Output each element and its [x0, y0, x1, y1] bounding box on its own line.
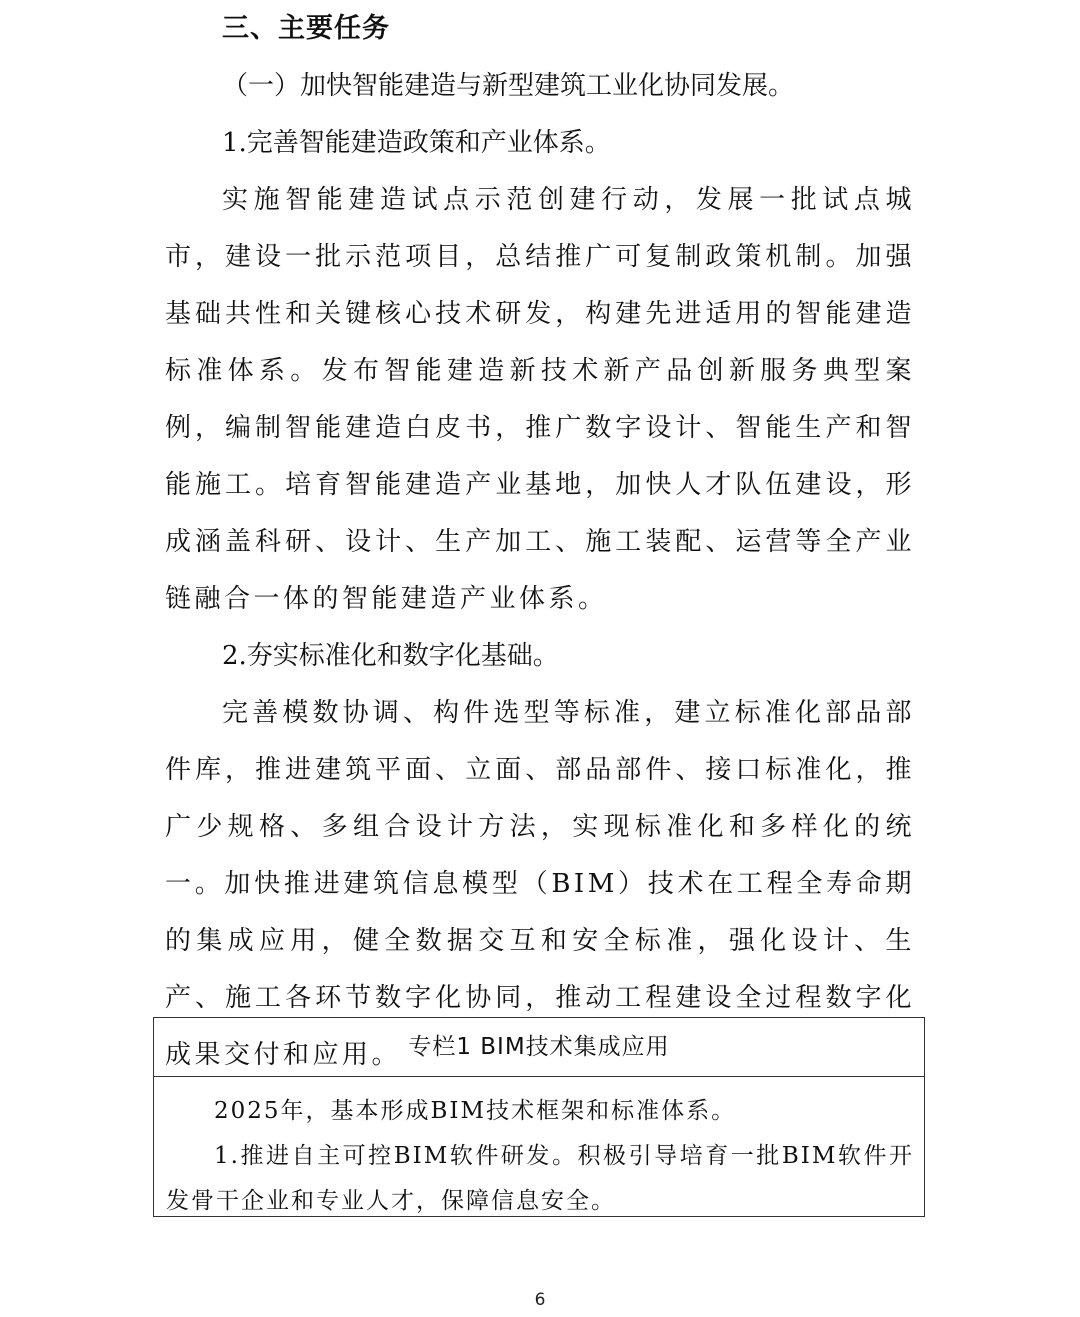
column-box-line: 1.推进自主可控BIM软件研发。积极引导培育一批BIM软件开发骨干企业和专业人才，保障信息安全。 [166, 1143, 914, 1214]
column-box [153, 1017, 925, 1217]
item1-heading: 1.完善智能建造政策和产业体系。 [222, 128, 611, 158]
item1-body: 实施智能建造试点示范创建行动，发展一批试点城市，建设一批示范项目，总结推广可复制政策机制。加强基础共性和关键核心技术研发，构建先进适用的智能建造标准体系。发布智能建造新技术新产品创新服务典型案例，编制智能建造白皮书，推广数字设计、智能生产和智能施工。培育智能建造产业基地，加快人才队伍建设，形成涵盖科研、设计、生产加工、施工装配、运营等全产业链融合一体的智能建造产业体系。 [165, 185, 915, 614]
column-box-title: 专栏1 BIM技术集成应用 [154, 1018, 924, 1077]
document-content [165, 0, 915, 1084]
item2-body: 完善模数协调、构件选型等标准，建立标准化部品部件库，推进建筑平面、立面、部品部件、接口标准化，推广少规格、多组合设计方法，实现标准化和多样化的统一。加快推进建筑信息模型（BIM）技术在工程全寿命期的集成应用，健全数据交互和安全标准，强化设计、生产、施工各环节数字化协同，推动工程建设全过程数字化成果交付和应用。 [165, 698, 915, 1070]
column-box-body [154, 1077, 924, 1224]
subsection-heading: （一）加快智能建造与新型建筑工业化协同发展。 [222, 71, 795, 101]
section-heading: 三、主要任务 [222, 13, 390, 44]
page-number: 6 [534, 1290, 546, 1310]
column-box-line: 2025年，基本形成BIM技术框架和标准体系。 [214, 1098, 737, 1124]
item2-heading: 2.夯实标准化和数字化基础。 [222, 641, 559, 671]
